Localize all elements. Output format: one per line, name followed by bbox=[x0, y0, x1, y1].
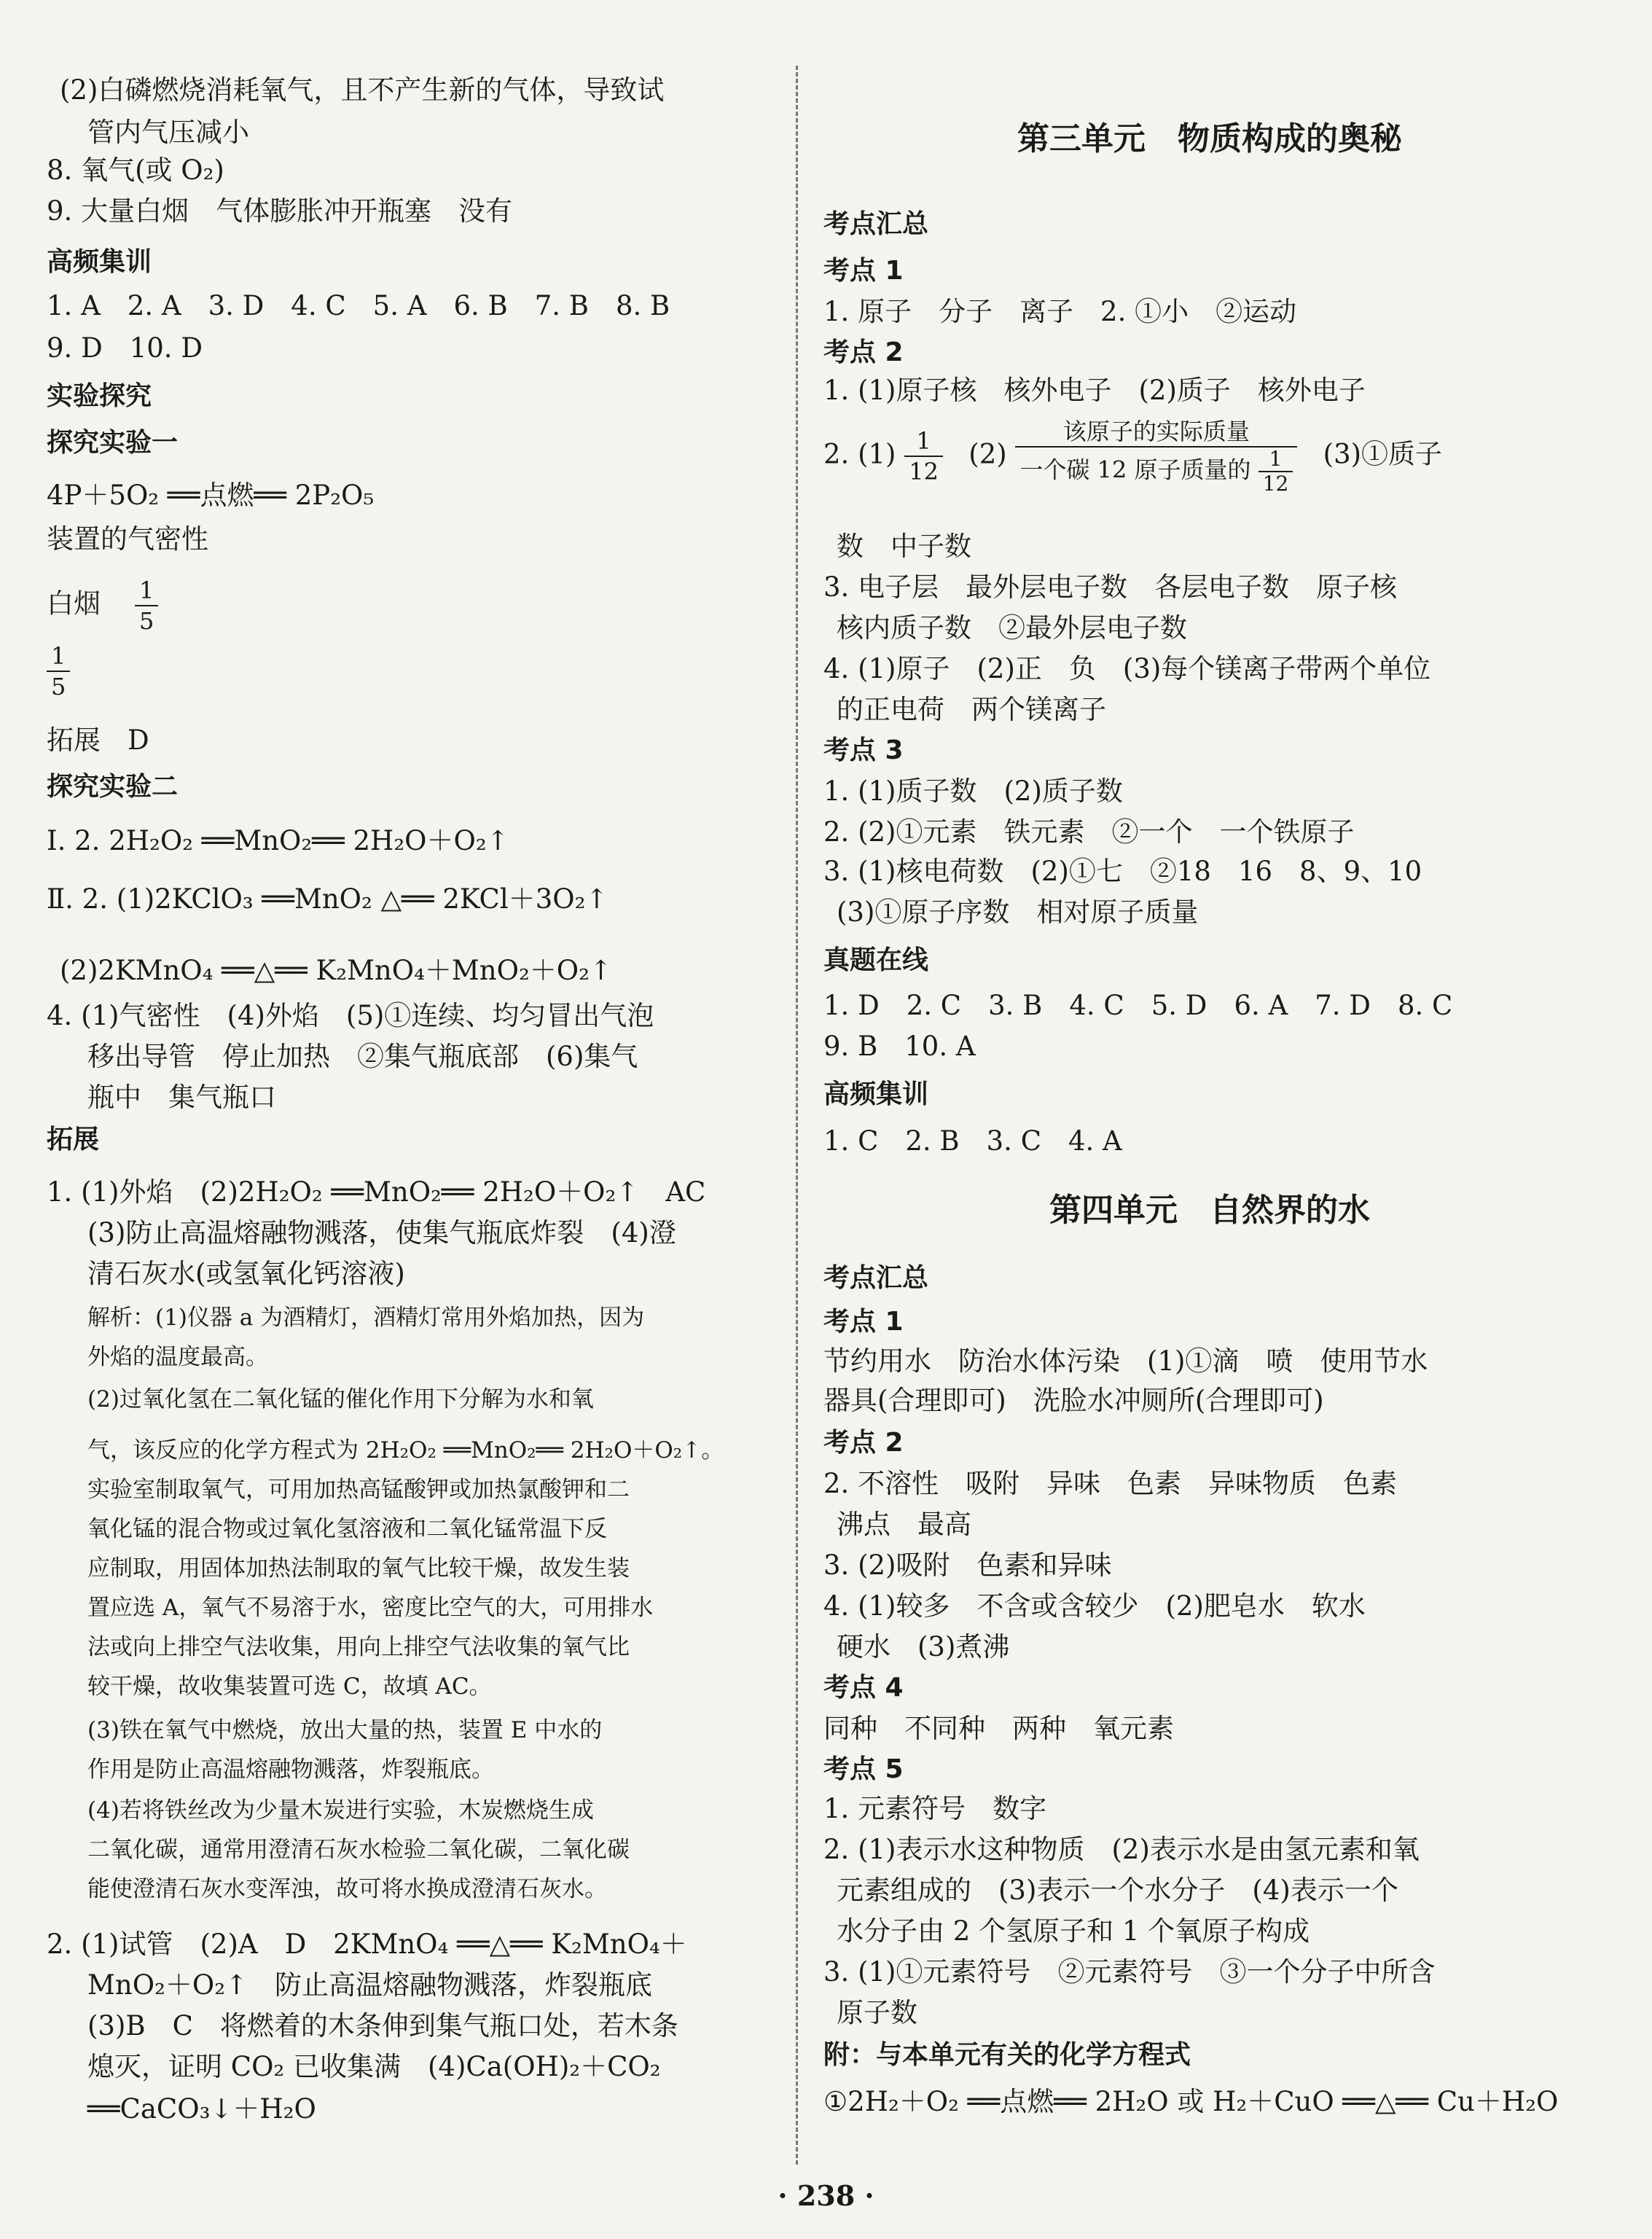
section-heading: 真题在线 bbox=[823, 945, 929, 975]
section-heading: 考点汇总 bbox=[823, 1263, 929, 1293]
text-line: 2. (1)试管 (2)A D 2KMnO₄ ══△══ K₂MnO₄＋ bbox=[47, 1929, 687, 1960]
analysis-line: (4)若将铁丝改为少量木炭进行实验，木炭燃烧生成 bbox=[87, 1797, 594, 1824]
text-line: 1. (1)原子核 核外电子 (2)质子 核外电子 bbox=[823, 375, 1366, 406]
text-line: 硬水 (3)煮沸 bbox=[837, 1631, 1010, 1662]
text-line: 3. (1)核电荷数 (2)①七 ②18 16 8、9、10 bbox=[823, 856, 1422, 887]
text-line: 1. 元素符号 数字 bbox=[823, 1793, 1047, 1824]
text-line: 的正电荷 两个镁离子 bbox=[837, 694, 1106, 725]
text-line bbox=[47, 576, 158, 636]
text-line: 装置的气密性 bbox=[47, 523, 208, 555]
text-line: (3)B C 将燃着的木条伸到集气瓶口处，若木条 bbox=[87, 2010, 678, 2041]
text-line: 同种 不同种 两种 氧元素 bbox=[823, 1713, 1174, 1744]
section-heading: 实验探究 bbox=[47, 381, 152, 411]
text-line: 数 中子数 bbox=[837, 531, 971, 562]
section-heading: 考点 4 bbox=[823, 1673, 904, 1703]
analysis-line: 二氧化碳，通常用澄清石灰水检验二氧化碳，二氧化碳 bbox=[87, 1837, 630, 1863]
fraction-denominator: 12 bbox=[909, 458, 939, 485]
analysis-line: (2)过氧化氢在二氧化锰的催化作用下分解为水和氧 bbox=[87, 1386, 594, 1412]
text-line: 8. 氧气(或 O₂) bbox=[47, 155, 224, 186]
fraction-denominator: 5 bbox=[51, 673, 66, 700]
text-line: ══CaCO₃↓＋H₂O bbox=[87, 2093, 316, 2125]
text-line: 1. C 2. B 3. C 4. A bbox=[823, 1125, 1122, 1157]
text-line: (2)白磷燃烧消耗氧气，且不产生新的气体，导致试 bbox=[60, 74, 665, 106]
section-heading: 探究实验一 bbox=[47, 428, 179, 458]
text-line: 节约用水 防治水体污染 (1)①滴 喷 使用节水 bbox=[823, 1345, 1428, 1377]
text-line: 3. (2)吸附 色素和异味 bbox=[823, 1550, 1112, 1581]
section-heading: 拓展 bbox=[47, 1125, 100, 1154]
text-line: 1. A 2. A 3. D 4. C 5. A 6. B 7. B 8. B bbox=[47, 290, 670, 321]
text-line: 沸点 最高 bbox=[837, 1509, 971, 1540]
unit-title: 第三单元 物质构成的奥秘 bbox=[1017, 120, 1402, 157]
equation: ①2H₂＋O₂ ══点燃══ 2H₂O 或 H₂＋CuO ══△══ Cu＋H₂O bbox=[823, 2086, 1559, 2117]
text-line: (3)防止高温熔融物溅落，使集气瓶底炸裂 (4)澄 bbox=[87, 1217, 676, 1249]
fraction-denominator: 12 bbox=[1262, 472, 1289, 496]
text-line: (3)①原子序数 相对原子质量 bbox=[837, 896, 1199, 928]
section-heading: 考点汇总 bbox=[823, 209, 929, 239]
column-divider bbox=[796, 66, 798, 2165]
unit-title: 第四单元 自然界的水 bbox=[1049, 1192, 1370, 1229]
text-line: 3. (1)①元素符号 ②元素符号 ③一个分子中所含 bbox=[823, 1956, 1436, 1988]
text-line: 移出导管 停止加热 ②集气瓶底部 (6)集气 bbox=[87, 1041, 638, 1072]
text-run: 一个碳 12 原子质量的 bbox=[1019, 456, 1251, 484]
section-heading: 附：与本单元有关的化学方程式 bbox=[823, 2040, 1191, 2070]
text-line: 清石灰水(或氢氧化钙溶液) bbox=[87, 1258, 405, 1289]
fraction-numerator: 1 bbox=[904, 426, 943, 457]
fraction bbox=[904, 426, 943, 486]
section-heading: 探究实验二 bbox=[47, 772, 179, 802]
section-heading: 高频集训 bbox=[47, 247, 152, 277]
fraction-numerator: 1 bbox=[1258, 448, 1293, 472]
analysis-line: 能使澄清石灰水变浑浊，故可将水换成澄清石灰水。 bbox=[87, 1876, 607, 1902]
text-line: 元素组成的 (3)表示一个水分子 (4)表示一个 bbox=[837, 1875, 1398, 1906]
section-heading: 考点 2 bbox=[823, 337, 904, 367]
equation: 4P＋5O₂ ══点燃══ 2P₂O₅ bbox=[47, 480, 375, 511]
page-number: · 238 · bbox=[778, 2179, 874, 2212]
text-run: (3)①质子 bbox=[1323, 438, 1443, 470]
fraction bbox=[47, 641, 70, 701]
fraction-denominator: 5 bbox=[139, 607, 154, 635]
analysis-line: (3)铁在氧气中燃烧，放出大量的热，装置 E 中水的 bbox=[87, 1717, 603, 1743]
text-run: 2. (1) bbox=[823, 438, 896, 470]
text-line: 3. 电子层 最外层电子数 各层电子数 原子核 bbox=[823, 571, 1398, 603]
fraction bbox=[135, 576, 158, 636]
text-line: 器具(合理即可) 洗脸水冲厕所(合理即可) bbox=[823, 1385, 1324, 1416]
analysis-line: 氧化锰的混合物或过氧化氢溶液和二氧化锰常温下反 bbox=[87, 1516, 607, 1542]
text-line: 水分子由 2 个氢原子和 1 个氧原子构成 bbox=[837, 1915, 1310, 1947]
text-line: MnO₂＋O₂↑ 防止高温熔融物溅落，炸裂瓶底 bbox=[87, 1969, 653, 2001]
analysis-line: 作用是防止高温熔融物溅落，炸裂瓶底。 bbox=[87, 1757, 494, 1783]
equation: Ⅰ. 2. 2H₂O₂ ══MnO₂══ 2H₂O＋O₂↑ bbox=[47, 825, 509, 856]
text-line: 2. (1)表示水这种物质 (2)表示水是由氢元素和氧 bbox=[823, 1834, 1420, 1865]
fraction-numerator: 1 bbox=[47, 641, 70, 672]
section-heading: 考点 3 bbox=[823, 735, 904, 765]
text-line: 2. (2)①元素 铁元素 ②一个 一个铁原子 bbox=[823, 816, 1355, 848]
text-line bbox=[823, 417, 1442, 496]
fraction-numerator: 1 bbox=[135, 576, 158, 606]
fraction bbox=[1258, 448, 1293, 496]
text-line: 熄灭，证明 CO₂ 已收集满 (4)Ca(OH)₂＋CO₂ bbox=[87, 2051, 661, 2082]
equation: (2)2KMnO₄ ══△══ K₂MnO₄＋MnO₂＋O₂↑ bbox=[60, 955, 612, 986]
text-run: 白烟 bbox=[47, 587, 101, 620]
text-line bbox=[47, 641, 70, 701]
text-line: 1. D 2. C 3. B 4. C 5. D 6. A 7. D 8. C bbox=[823, 990, 1453, 1021]
section-heading: 考点 2 bbox=[823, 1428, 904, 1458]
analysis-line: 应制取，用固体加热法制取的氧气比较干燥，故发生装 bbox=[87, 1555, 630, 1582]
section-heading: 考点 5 bbox=[823, 1754, 904, 1784]
text-line: 1. (1)外焰 (2)2H₂O₂ ══MnO₂══ 2H₂O＋O₂↑ AC bbox=[47, 1176, 706, 1208]
text-line: 瓶中 集气瓶口 bbox=[87, 1082, 276, 1113]
text-line: 4. (1)较多 不含或含较少 (2)肥皂水 软水 bbox=[823, 1590, 1366, 1622]
analysis-line: 较干燥，故收集装置可选 C，故填 AC。 bbox=[87, 1673, 492, 1700]
analysis-line: 法或向上排空气法收集，用向上排空气法收集的氧气比 bbox=[87, 1634, 630, 1660]
analysis-line: 外焰的温度最高。 bbox=[87, 1344, 268, 1370]
section-heading: 考点 1 bbox=[823, 256, 904, 286]
text-line: 4. (1)气密性 (4)外焰 (5)①连续、均匀冒出气泡 bbox=[47, 1000, 654, 1031]
analysis-line: 置应选 A，氧气不易溶于水，密度比空气的大，可用排水 bbox=[87, 1595, 654, 1621]
section-heading: 高频集训 bbox=[823, 1079, 929, 1109]
text-run: (2) bbox=[968, 438, 1007, 470]
text-line: 原子数 bbox=[837, 1997, 917, 2028]
text-line: 1. (1)质子数 (2)质子数 bbox=[823, 775, 1123, 807]
analysis-line: 实验室制取氧气，可用加热高锰酸钾或加热氯酸钾和二 bbox=[87, 1477, 630, 1503]
equation: Ⅱ. 2. (1)2KClO₃ ══MnO₂ △══ 2KCl＋3O₂↑ bbox=[47, 883, 608, 915]
fraction-denominator bbox=[1015, 448, 1297, 496]
text-line: 9. 大量白烟 气体膨胀冲开瓶塞 没有 bbox=[47, 195, 513, 227]
text-line: 9. B 10. A bbox=[823, 1031, 976, 1062]
text-line: 9. D 10. D bbox=[47, 332, 203, 364]
text-line: 4. (1)原子 (2)正 负 (3)每个镁离子带两个单位 bbox=[823, 653, 1431, 684]
text-line: 1. 原子 分子 离子 2. ①小 ②运动 bbox=[823, 296, 1297, 327]
analysis-line: 气，该反应的化学方程式为 2H₂O₂ ══MnO₂══ 2H₂O＋O₂↑。 bbox=[87, 1437, 724, 1464]
text-line: 拓展 D bbox=[47, 724, 149, 756]
fraction-numerator: 该原子的实际质量 bbox=[1015, 417, 1297, 448]
section-heading: 考点 1 bbox=[823, 1307, 904, 1337]
text-line: 2. 不溶性 吸附 异味 色素 异味物质 色素 bbox=[823, 1468, 1398, 1499]
fraction bbox=[1015, 417, 1297, 496]
text-line: 管内气压减小 bbox=[87, 117, 249, 148]
analysis-line: 解析：(1)仪器 a 为酒精灯，酒精灯常用外焰加热，因为 bbox=[87, 1305, 645, 1331]
text-line: 核内质子数 ②最外层电子数 bbox=[837, 612, 1187, 644]
